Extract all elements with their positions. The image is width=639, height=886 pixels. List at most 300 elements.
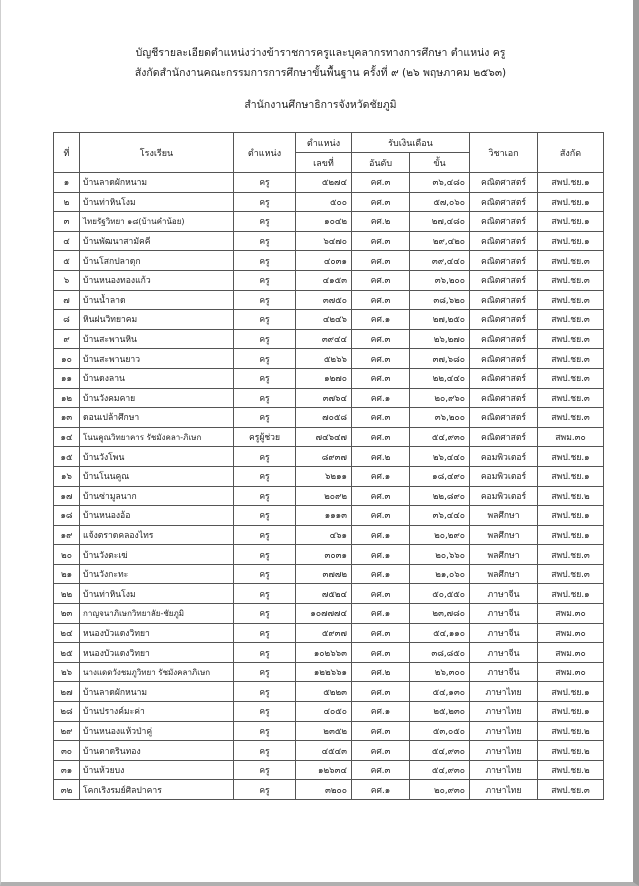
position: ครู	[234, 623, 296, 643]
school-name: กาญจนาภิเษกวิทยาลัย-ชัยภูมิ	[80, 604, 234, 624]
table-row	[54, 388, 604, 408]
salary-step: ๕๔,๙๓๐	[410, 427, 470, 447]
position: ครู	[234, 212, 296, 232]
row-number: ๒๖	[54, 662, 80, 682]
table-row	[54, 780, 604, 800]
school-name: บ้านวังตะเฆ่	[80, 545, 234, 565]
major: ภาษาจีน	[470, 643, 538, 663]
position-number: ๓๐๓๑	[296, 545, 352, 565]
salary-step: ๒๗,๒๕๐	[410, 310, 470, 330]
affiliation: สพม.๓๐	[538, 623, 604, 643]
salary-rank: คศ.๓	[352, 506, 410, 526]
affiliation: สพป.ชย.๑	[538, 682, 604, 702]
row-number: ๑๕	[54, 447, 80, 467]
row-number: ๕	[54, 251, 80, 271]
major: คอมพิวเตอร์	[470, 486, 538, 506]
major: พลศึกษา	[470, 564, 538, 584]
major: พลศึกษา	[470, 506, 538, 526]
position: ครู	[234, 545, 296, 565]
position: ครู	[234, 721, 296, 741]
salary-rank: คศ.๓	[352, 486, 410, 506]
school-name: บ้านตาดรินทอง	[80, 741, 234, 761]
salary-rank: คศ.๒	[352, 447, 410, 467]
row-number: ๓๒	[54, 780, 80, 800]
table-row	[54, 760, 604, 780]
header-school: โรงเรียน	[80, 133, 234, 173]
position: ครู	[234, 682, 296, 702]
position: ครู	[234, 408, 296, 428]
row-number: ๒๗	[54, 682, 80, 702]
school-name: บ้านพัฒนาสามัคคี	[80, 231, 234, 251]
table-row	[54, 702, 604, 722]
major: คณิตศาสตร์	[470, 192, 538, 212]
position-number: ๑๐๔๒	[296, 212, 352, 232]
row-number: ๖	[54, 270, 80, 290]
salary-step: ๒๑,๐๖๐	[410, 564, 470, 584]
position-number: ๕๙๓๗	[296, 623, 352, 643]
row-number: ๒๙	[54, 721, 80, 741]
document-title: บัญชีรายละเอียดตำแหน่งว่างข้าราชการครูและบุคลากรทางการศึกษา ตำแหน่ง ครู	[135, 47, 506, 59]
header-position: ตำแหน่ง	[234, 133, 296, 173]
major: ภาษาไทย	[470, 702, 538, 722]
major: คณิตศาสตร์	[470, 231, 538, 251]
table-row	[54, 368, 604, 388]
row-number: ๘	[54, 310, 80, 330]
major: คณิตศาสตร์	[470, 212, 538, 232]
major: ภาษาไทย	[470, 741, 538, 761]
position: ครู	[234, 780, 296, 800]
salary-step: ๕๓,๐๕๐	[410, 721, 470, 741]
major: คณิตศาสตร์	[470, 290, 538, 310]
row-number: ๑๙	[54, 525, 80, 545]
affiliation: สพป.ชย.๓	[538, 564, 604, 584]
position-number: ๔๖๑	[296, 525, 352, 545]
position-number: ๓๙๔๔	[296, 329, 352, 349]
header-major: วิชาเอก	[470, 133, 538, 173]
major: คณิตศาสตร์	[470, 388, 538, 408]
position-number: ๔๕๔๓	[296, 741, 352, 761]
salary-rank: คศ.๑	[352, 780, 410, 800]
salary-rank: คศ.๓	[352, 721, 410, 741]
salary-rank: คศ.๓	[352, 623, 410, 643]
major: คณิตศาสตร์	[470, 329, 538, 349]
table-row	[54, 349, 604, 369]
row-number: ๑๘	[54, 506, 80, 526]
major: พลศึกษา	[470, 545, 538, 565]
position-number: ๑๒๗๐	[296, 368, 352, 388]
row-number: ๑๑	[54, 368, 80, 388]
school-name: บ้านโนนคูณ	[80, 466, 234, 486]
position: ครู	[234, 741, 296, 761]
salary-step: ๓๘,๘๕๐	[410, 643, 470, 663]
position: ครู	[234, 466, 296, 486]
table-row	[54, 466, 604, 486]
position: ครู	[234, 643, 296, 663]
position: ครู	[234, 702, 296, 722]
row-number: ๒	[54, 192, 80, 212]
salary-rank: คศ.๓	[352, 251, 410, 271]
position: ครู	[234, 368, 296, 388]
position-number: ๔๐๓๑	[296, 251, 352, 271]
salary-rank: คศ.๓	[352, 270, 410, 290]
affiliation: สพม.๓๐	[538, 643, 604, 663]
row-number: ๙	[54, 329, 80, 349]
school-name: บ้านซ่ามูลนาก	[80, 486, 234, 506]
salary-step: ๓๙,๔๔๐	[410, 251, 470, 271]
salary-rank: คศ.๑	[352, 604, 410, 624]
salary-rank: คศ.๓	[352, 741, 410, 761]
affiliation: สพป.ชย.๑	[538, 231, 604, 251]
salary-step: ๒๐,๖๖๐	[410, 545, 470, 565]
position: ครู	[234, 270, 296, 290]
position: ครู	[234, 506, 296, 526]
table-row	[54, 192, 604, 212]
affiliation: สพป.ชย.๑	[538, 173, 604, 193]
salary-rank: คศ.๒	[352, 212, 410, 232]
row-number: ๒๒	[54, 584, 80, 604]
table-row	[54, 231, 604, 251]
position-number: ๓๗๗๒	[296, 564, 352, 584]
row-number: ๒๕	[54, 643, 80, 663]
header-position-no-2: เลขที่	[296, 153, 352, 173]
position: ครู	[234, 173, 296, 193]
row-number: ๑๐	[54, 349, 80, 369]
salary-step: ๓๖,๔๔๐	[410, 506, 470, 526]
salary-step: ๒๒,๘๙๐	[410, 486, 470, 506]
school-name: บ้านดงลาน	[80, 368, 234, 388]
affiliation: สพป.ชย.๓	[538, 251, 604, 271]
school-name: โนนคูณวิทยาคาร รัชมังคลา-ภิเษก	[80, 427, 234, 447]
affiliation: สพป.ชย.๑	[538, 525, 604, 545]
salary-rank: คศ.๓	[352, 427, 410, 447]
salary-step: ๒๒,๔๔๐	[410, 368, 470, 388]
position-number: ๒๓๕๒	[296, 721, 352, 741]
table-row	[54, 525, 604, 545]
position-number: ๗๔๖๔๗	[296, 427, 352, 447]
salary-step: ๕๔,๑๓๐	[410, 682, 470, 702]
position-number: ๖๒๑๑	[296, 466, 352, 486]
salary-rank: คศ.๓	[352, 368, 410, 388]
position-number: ๑๒๖๓๔	[296, 760, 352, 780]
position: ครู	[234, 564, 296, 584]
salary-rank: คศ.๓	[352, 760, 410, 780]
major: คณิตศาสตร์	[470, 173, 538, 193]
document-subtitle: สังกัดสำนักงานคณะกรรมการการศึกษาขั้นพื้นฐาน ครั้งที่ ๙ (๒๖ พฤษภาคม ๒๕๖๓)	[134, 67, 507, 79]
major: คอมพิวเตอร์	[470, 466, 538, 486]
salary-rank: คศ.๓	[352, 329, 410, 349]
school-name: โคกเริงรมย์ศิลปาคาร	[80, 780, 234, 800]
salary-step: ๓๘,๖๒๐	[410, 290, 470, 310]
table-row	[54, 408, 604, 428]
position-number: ๔๒๔๖	[296, 310, 352, 330]
salary-rank: คศ.๑	[352, 466, 410, 486]
school-name: บ้านหนองแห้วป่าคู่	[80, 721, 234, 741]
table-row	[54, 290, 604, 310]
position-number: ๕๐๐	[296, 192, 352, 212]
position: ครู	[234, 447, 296, 467]
row-number: ๔	[54, 231, 80, 251]
position-number: ๓๗๖๔	[296, 388, 352, 408]
salary-rank: คศ.๑	[352, 525, 410, 545]
salary-step: ๑๘,๔๙๐	[410, 466, 470, 486]
position-number: ๔๑๕๓	[296, 270, 352, 290]
table-row	[54, 662, 604, 682]
affiliation: สพป.ชย.๑	[538, 466, 604, 486]
row-number: ๑๔	[54, 427, 80, 447]
school-name: บ้านลาดผักหนาม	[80, 173, 234, 193]
affiliation: สพป.ชย.๓	[538, 349, 604, 369]
major: ภาษาไทย	[470, 780, 538, 800]
salary-rank: คศ.๓	[352, 643, 410, 663]
table-row	[54, 721, 604, 741]
table-row	[54, 427, 604, 447]
header-no: ที่	[54, 133, 80, 173]
major: ภาษาไทย	[470, 760, 538, 780]
affiliation: สพป.ชย.๒	[538, 721, 604, 741]
table-row	[54, 329, 604, 349]
table-row	[54, 251, 604, 271]
school-name: บ้านน้ำลาด	[80, 290, 234, 310]
school-name: ไทยรัฐวิทยา ๑๘(บ้านคำน้อย)	[80, 212, 234, 232]
salary-rank: คศ.๓	[352, 584, 410, 604]
salary-rank: คศ.๓	[352, 231, 410, 251]
table-header-row	[54, 133, 604, 153]
salary-rank: คศ.๒	[352, 662, 410, 682]
salary-rank: คศ.๓	[352, 290, 410, 310]
school-name: บ้านท่าหินโงม	[80, 584, 234, 604]
header-step: ขั้น	[410, 153, 470, 173]
position: ครู	[234, 604, 296, 624]
position-number: ๘๙๓๗	[296, 447, 352, 467]
major: คณิตศาสตร์	[470, 270, 538, 290]
affiliation: สพป.ชย.๓	[538, 329, 604, 349]
vacancy-table	[53, 132, 604, 800]
position-number: ๖๔๗๐	[296, 231, 352, 251]
salary-step: ๕๐,๕๕๐	[410, 584, 470, 604]
school-name: บ้านลาดผักหนาม	[80, 682, 234, 702]
position-number: ๕๒๒๓	[296, 682, 352, 702]
position: ครู	[234, 486, 296, 506]
affiliation: สพป.ชย.๑	[538, 702, 604, 722]
header-affiliation: สังกัด	[538, 133, 604, 173]
salary-step: ๓๖,๒๐๐	[410, 270, 470, 290]
position-number: ๕๒๖๖	[296, 349, 352, 369]
salary-rank: คศ.๓	[352, 682, 410, 702]
office-name: สำนักงานศึกษาธิการจังหวัดชัยภูมิ	[244, 99, 397, 111]
affiliation: สพป.ชย.๒	[538, 760, 604, 780]
school-name: บ้านท่าหินโงม	[80, 192, 234, 212]
position: ครู	[234, 192, 296, 212]
salary-rank: คศ.๑	[352, 702, 410, 722]
school-name: บ้านโสกปลาดุก	[80, 251, 234, 271]
position: ครู	[234, 584, 296, 604]
table-row	[54, 643, 604, 663]
position: ครู	[234, 290, 296, 310]
school-name: หนองบัวแดงวิทยา	[80, 623, 234, 643]
position: ครู	[234, 310, 296, 330]
table-row	[54, 310, 604, 330]
salary-step: ๒๖,๒๗๐	[410, 329, 470, 349]
affiliation: สพม.๓๐	[538, 662, 604, 682]
affiliation: สพป.ชย.๒	[538, 486, 604, 506]
table-row	[54, 212, 604, 232]
row-number: ๑๖	[54, 466, 80, 486]
affiliation: สพป.ชย.๓	[538, 545, 604, 565]
position-number: ๒๐๙๒	[296, 486, 352, 506]
salary-step: ๓๗,๖๘๐	[410, 349, 470, 369]
row-number: ๑	[54, 173, 80, 193]
major: คณิตศาสตร์	[470, 310, 538, 330]
table-row	[54, 623, 604, 643]
position: ครู	[234, 525, 296, 545]
position-number: ๑๐๒๖๖๓	[296, 643, 352, 663]
major: คณิตศาสตร์	[470, 427, 538, 447]
row-number: ๓๐	[54, 741, 80, 761]
table-row	[54, 270, 604, 290]
position: ครู	[234, 662, 296, 682]
salary-step: ๒๕,๒๓๐	[410, 702, 470, 722]
salary-rank: คศ.๑	[352, 564, 410, 584]
school-name: บ้านวังคมคาย	[80, 388, 234, 408]
position: ครู	[234, 349, 296, 369]
row-number: ๒๓	[54, 604, 80, 624]
major: ภาษาจีน	[470, 584, 538, 604]
header-salary: รับเงินเดือน	[352, 133, 470, 153]
salary-step: ๕๔,๙๓๐	[410, 760, 470, 780]
affiliation: สพป.ชย.๑	[538, 506, 604, 526]
salary-step: ๕๗,๐๖๐	[410, 192, 470, 212]
header-rank: อันดับ	[352, 153, 410, 173]
major: คณิตศาสตร์	[470, 349, 538, 369]
position: ครู	[234, 388, 296, 408]
affiliation: สพป.ชย.๓	[538, 290, 604, 310]
affiliation: สพป.ชย.๓	[538, 270, 604, 290]
school-name: แจ้งตราดคลองไทร	[80, 525, 234, 545]
header-position-no-1: ตำแหน่ง	[296, 133, 352, 153]
salary-step: ๒๖,๓๐๐	[410, 662, 470, 682]
affiliation: สพม.๓๐	[538, 427, 604, 447]
affiliation: สพป.ชย.๓	[538, 368, 604, 388]
school-name: หนองบัวแดงวิทยา	[80, 643, 234, 663]
school-name: บ้านหนองทองแก้ว	[80, 270, 234, 290]
row-number: ๑๗	[54, 486, 80, 506]
affiliation: สพม.๓๐	[538, 604, 604, 624]
row-number: ๓๑	[54, 760, 80, 780]
row-number: ๒๘	[54, 702, 80, 722]
school-name: บ้านวังกะทะ	[80, 564, 234, 584]
table-row	[54, 604, 604, 624]
position-number: ๓๒๐๐	[296, 780, 352, 800]
salary-step: ๕๔,๑๑๐	[410, 623, 470, 643]
salary-step: ๒๖,๔๔๐	[410, 447, 470, 467]
table-row	[54, 173, 604, 193]
position-number: ๗๕๒๔	[296, 584, 352, 604]
position-number: ๑๒๒๖๖๑	[296, 662, 352, 682]
major: พลศึกษา	[470, 525, 538, 545]
table-row	[54, 545, 604, 565]
salary-step: ๕๔,๙๓๐	[410, 741, 470, 761]
major: คณิตศาสตร์	[470, 251, 538, 271]
salary-step: ๒๐,๙๖๐	[410, 388, 470, 408]
row-number: ๒๔	[54, 623, 80, 643]
major: คณิตศาสตร์	[470, 368, 538, 388]
row-number: ๒๐	[54, 545, 80, 565]
salary-step: ๒๓,๗๘๐	[410, 604, 470, 624]
position: ครู	[234, 760, 296, 780]
position: ครู	[234, 231, 296, 251]
affiliation: สพป.ชย.๒	[538, 741, 604, 761]
position-number: ๑๐๗๗๗๔	[296, 604, 352, 624]
school-name: นางแดดวังชมภูวิทยา รัชมังคลาภิเษก	[80, 662, 234, 682]
salary-step: ๒๐,๙๓๐	[410, 780, 470, 800]
salary-rank: คศ.๓	[352, 349, 410, 369]
salary-step: ๓๖,๒๐๐	[410, 408, 470, 428]
position: ครูผู้ช่วย	[234, 427, 296, 447]
position: ครู	[234, 329, 296, 349]
major: คณิตศาสตร์	[470, 408, 538, 428]
position-number: ๓๗๕๐	[296, 290, 352, 310]
school-name: บ้านปรางค์มะค่า	[80, 702, 234, 722]
table-row	[54, 564, 604, 584]
major: ภาษาไทย	[470, 682, 538, 702]
affiliation: สพป.ชย.๑	[538, 212, 604, 232]
affiliation: สพป.ชย.๓	[538, 388, 604, 408]
position-number: ๗๐๕๘	[296, 408, 352, 428]
affiliation: สพป.ชย.๑	[538, 584, 604, 604]
school-name: บ้านห้วยบง	[80, 760, 234, 780]
salary-step: ๒๐,๒๙๐	[410, 525, 470, 545]
table-row	[54, 486, 604, 506]
row-number: ๑๓	[54, 408, 80, 428]
salary-step: ๒๙,๔๒๐	[410, 231, 470, 251]
school-name: บ้านวังโพน	[80, 447, 234, 467]
affiliation: สพป.ชย.๑	[538, 192, 604, 212]
major: ภาษาจีน	[470, 662, 538, 682]
row-number: ๒๑	[54, 564, 80, 584]
salary-rank: คศ.๑	[352, 310, 410, 330]
school-name: หินฝนวิทยาคม	[80, 310, 234, 330]
salary-rank: คศ.๑	[352, 388, 410, 408]
school-name: บ้านหนองอ้อ	[80, 506, 234, 526]
affiliation: สพป.ชย.๓	[538, 310, 604, 330]
salary-rank: คศ.๓	[352, 173, 410, 193]
salary-step: ๓๖,๔๘๐	[410, 173, 470, 193]
table-row	[54, 584, 604, 604]
table-row	[54, 447, 604, 467]
position-number: ๔๐๕๐	[296, 702, 352, 722]
major: ภาษาจีน	[470, 604, 538, 624]
position-number: ๑๑๑๓	[296, 506, 352, 526]
position-number: ๕๒๗๔	[296, 173, 352, 193]
salary-rank: คศ.๓	[352, 192, 410, 212]
school-name: บ้านสะพานยาว	[80, 349, 234, 369]
school-name: ดอนเปล้าศึกษา	[80, 408, 234, 428]
table-body	[54, 173, 604, 800]
affiliation: สพป.ชย.๓	[538, 780, 604, 800]
row-number: ๗	[54, 290, 80, 310]
row-number: ๑๒	[54, 388, 80, 408]
major: ภาษาจีน	[470, 623, 538, 643]
table-row	[54, 741, 604, 761]
salary-step: ๒๗,๔๘๐	[410, 212, 470, 232]
salary-rank: คศ.๑	[352, 545, 410, 565]
major: คอมพิวเตอร์	[470, 447, 538, 467]
school-name: บ้านสะพานหิน	[80, 329, 234, 349]
affiliation: สพป.ชย.๑	[538, 447, 604, 467]
row-number: ๓	[54, 212, 80, 232]
position: ครู	[234, 251, 296, 271]
major: ภาษาไทย	[470, 721, 538, 741]
